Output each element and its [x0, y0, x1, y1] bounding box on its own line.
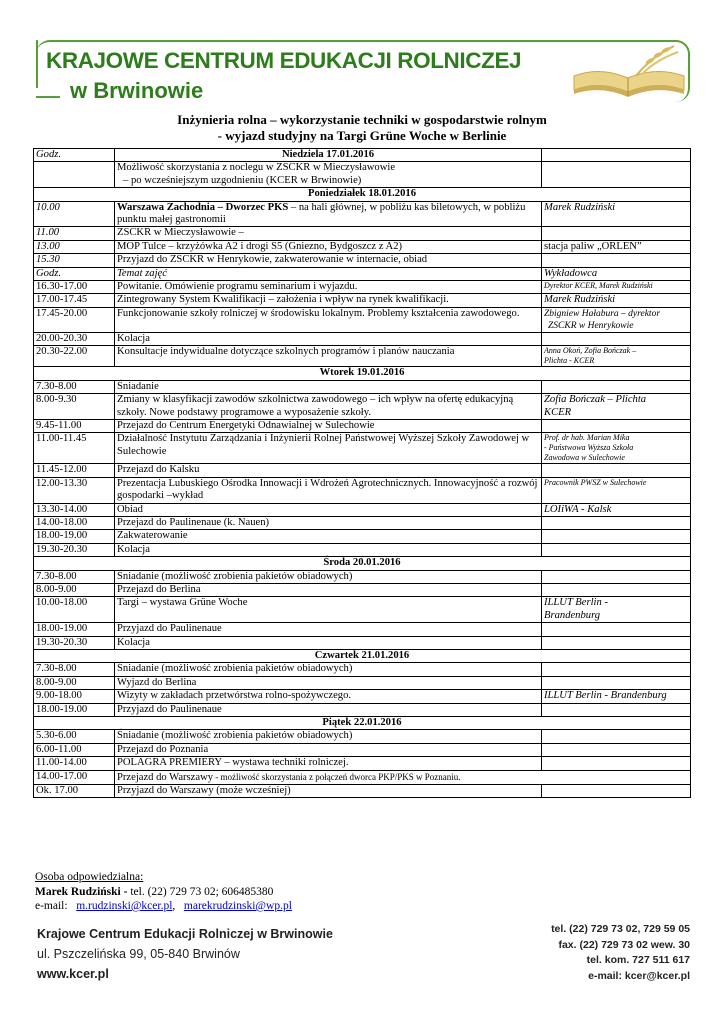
description-cell: Śniadanie (możliwość zrobienia pakietów obiadowych) [115, 663, 542, 676]
time-cell: 11.00 [34, 227, 115, 240]
person-cell [542, 162, 691, 188]
table-row [34, 557, 691, 570]
table-row [34, 503, 691, 516]
person-cell [542, 676, 691, 689]
table-row [34, 623, 691, 636]
open-book-logo-icon [566, 40, 692, 102]
time-cell: 16.30-17.00 [34, 281, 115, 294]
person-cell [542, 332, 691, 345]
person-cell [542, 346, 691, 367]
time-cell: 20.30-22.00 [34, 346, 115, 367]
time-cell: 17.45-20.00 [34, 307, 115, 332]
person-cell: Marek Rudziński [542, 201, 691, 227]
person-cell [542, 149, 691, 162]
table-row [34, 281, 691, 294]
person-cell [542, 254, 691, 267]
header-frame-left [36, 40, 38, 88]
description-line: – po wcześniejszym uzgodnieniu (KCER w Brwinowie) [123, 174, 362, 186]
table-row [34, 149, 691, 162]
table-row [34, 307, 691, 332]
person-cell: LOIiWA - Kalsk [542, 503, 691, 516]
time-cell: 19.30-20.30 [34, 636, 115, 649]
table-row [34, 785, 691, 798]
table-row [34, 367, 691, 380]
time-cell: 14.00-17.00 [34, 770, 115, 784]
table-row [34, 690, 691, 703]
table-row [34, 703, 691, 716]
table-row [34, 294, 691, 307]
table-row [34, 332, 691, 345]
time-cell: 20.00-20.30 [34, 332, 115, 345]
person-line: ILLUT Berlin - [544, 597, 608, 609]
time-cell: 9.45-11.00 [34, 419, 115, 432]
table-row [34, 433, 691, 464]
table-row [34, 227, 691, 240]
time-cell: 17.00-17.45 [34, 294, 115, 307]
table-row [34, 188, 691, 201]
table-row [34, 636, 691, 649]
contact-label: Osoba odpowiedzialna: [35, 871, 144, 883]
description-cell: Konsultacje indywidualne dotyczące szkolnych programów i planów nauczania [115, 346, 542, 367]
person-line: KCER [544, 406, 572, 418]
person-cell [542, 583, 691, 596]
table-row [34, 240, 691, 253]
description-cell: Kolacja [115, 543, 542, 556]
time-cell: 7.30-8.00 [34, 663, 115, 676]
time-cell [34, 162, 115, 188]
person-cell [542, 394, 691, 420]
time-cell: Godz. [34, 149, 115, 162]
description-note: - możliwość skorzystania z połączeń dworca PKP/PKS w Poznaniu. [213, 771, 461, 782]
time-cell: 18.00-19.00 [34, 703, 115, 716]
footer-mobile: tel. kom. 727 511 617 [586, 954, 690, 966]
description-cell: Zintegrowany System Kwalifikacji – założenia i wpływ na rynek kwalifikacji. [115, 294, 542, 307]
table-row [34, 757, 691, 770]
description-cell: Przejazd do Centrum Energetyki Odnawialnej w Sulechowie [115, 419, 542, 432]
description-cell: Wyjazd do Berlina [115, 676, 542, 689]
time-cell: 8.00-9.00 [34, 676, 115, 689]
person-line: Zbigniew Hałabura – dyrektor [544, 308, 661, 319]
description-cell: Śniadanie [115, 380, 542, 393]
table-row [34, 543, 691, 556]
document-title-line2: - wyjazd studyjny na Targi Grüne Woche w Berlinie [217, 128, 507, 143]
description-cell: Kolacja [115, 636, 542, 649]
description-cell: Zakwaterowanie [115, 530, 542, 543]
time-cell: 9.00-18.00 [34, 690, 115, 703]
contact-emails [35, 899, 292, 914]
table-row [34, 530, 691, 543]
person-cell: ILLUT Berlin - Brandenburg [542, 690, 691, 703]
schedule-table [33, 148, 691, 798]
person-cell [542, 757, 691, 770]
email-link-1[interactable]: m.rudzinski@kcer.pl [76, 900, 173, 912]
email-label: e-mail: [35, 900, 68, 912]
table-row [34, 201, 691, 227]
description-cell: Przyjazd do Paulinenaue [115, 623, 542, 636]
person-line: - Państwowa Wyższa Szkoła [544, 443, 634, 453]
contact-person [35, 885, 292, 900]
description-cell: Działalność Instytutu Zarządzania i Inżynierii Rolnej Państwowej Wyższej Szkoły Zawodowej w Sulechowie [115, 433, 542, 464]
description-cell: Przyjazd do ZSCKR w Henrykowie, zakwaterowanie w internacie, obiad [115, 254, 542, 267]
person-cell [542, 623, 691, 636]
table-row [34, 162, 691, 188]
day-header: Wtorek 19.01.2016 [34, 367, 691, 380]
time-cell: 11.00-11.45 [34, 433, 115, 464]
table-row [34, 346, 691, 367]
contact-phone: tel. (22) 729 73 02; 606485380 [127, 885, 274, 898]
footer-org: Krajowe Centrum Edukacji Rolniczej w Brwinowie [37, 927, 333, 941]
time-cell: 11.00-14.00 [34, 757, 115, 770]
person-cell [542, 743, 691, 756]
person-cell: stacja paliw „ORLEN” [542, 240, 691, 253]
person-cell [542, 516, 691, 529]
time-cell: 10.00 [34, 201, 115, 227]
person-cell [542, 307, 691, 332]
document-title-line1: Inżynieria rolna – wykorzystanie techniki w gospodarstwie rolnym [177, 112, 547, 127]
header-title: KRAJOWE CENTRUM EDUKACJI ROLNICZEJ [46, 48, 522, 73]
person-line: Zawodowa w Sulechowie [544, 453, 625, 463]
description-cell: Śniadanie (możliwość zrobienia pakietów obiadowych) [115, 730, 542, 743]
description-cell: Przejazd do Poznania [115, 743, 542, 756]
person-cell [542, 464, 691, 477]
person-cell: Wykładowca [542, 267, 691, 280]
person-line: Prof. dr hab. Marian Mika [544, 433, 630, 443]
day-header: Niedziela 17.01.2016 [115, 149, 542, 162]
email-separator: , [172, 900, 176, 912]
description-cell: ZSCKR w Mieczysławowie – [115, 227, 542, 240]
description-cell: Prezentacja Lubuskiego Ośrodka Innowacji i Wdrożeń Agrotechnicznych. Innowacyjność a rozwój gospodarki –wykład [115, 477, 542, 503]
contact-block [35, 870, 292, 914]
time-cell: 13.00 [34, 240, 115, 253]
time-cell: 7.30-8.00 [34, 380, 115, 393]
person-cell [542, 433, 691, 464]
description-cell: Temat zajęć [115, 267, 542, 280]
description-cell: Funkcjonowanie szkoły rolniczej w środowisku lokalnym. Problemy kształcenia zawodowego. [115, 307, 542, 332]
person-cell [542, 730, 691, 743]
person-cell: Dyrektor KCER, Marek Rudziński [542, 281, 691, 294]
person-cell [542, 570, 691, 583]
time-cell: 13.30-14.00 [34, 503, 115, 516]
time-cell: 6.00-11.00 [34, 743, 115, 756]
time-cell: Godz. [34, 267, 115, 280]
person-cell [542, 530, 691, 543]
table-row [34, 583, 691, 596]
description-cell: Przejazd do Kalsku [115, 464, 542, 477]
time-cell: 18.00-19.00 [34, 623, 115, 636]
location-name: Warszawa Zachodnia – Dworzec PKS [117, 201, 289, 213]
time-cell: 19.30-20.30 [34, 543, 115, 556]
person-line: Anna Okoń, Zofia Bończak – [544, 346, 637, 356]
time-cell: 18.00-19.00 [34, 530, 115, 543]
footer-web-link[interactable]: www.kcer.pl [37, 967, 109, 981]
person-cell: Marek Rudziński [542, 294, 691, 307]
person-cell [542, 703, 691, 716]
table-row [34, 394, 691, 420]
table-row [34, 380, 691, 393]
footer-left [37, 924, 333, 984]
table-row [34, 676, 691, 689]
table-row [34, 516, 691, 529]
description-cell: Powitanie. Omówienie programu seminarium i wyjazdu. [115, 281, 542, 294]
person-cell [542, 419, 691, 432]
email-link-2[interactable]: marekrudzinski@wp.pl [183, 900, 292, 912]
person-cell [542, 597, 691, 623]
time-cell: 14.00-18.00 [34, 516, 115, 529]
time-cell: 15.30 [34, 254, 115, 267]
day-header: Czwartek 21.01.2016 [34, 650, 691, 663]
table-row [34, 663, 691, 676]
contact-name: Marek Rudziński - [35, 885, 128, 898]
footer-tel: tel. (22) 729 73 02, 729 59 05 [551, 923, 690, 935]
header-subtitle-underline [36, 96, 60, 98]
table-row [34, 254, 691, 267]
time-cell: 11.45-12.00 [34, 464, 115, 477]
description-cell: Targi – wystawa Grüne Woche [115, 597, 542, 623]
time-cell: 7.30-8.00 [34, 570, 115, 583]
description-cell: Zmiany w klasyfikacji zawodów szkolnictwa zawodowego – ich wpływ na ofertę edukacyjną szkoły. Nowe podstawy programowe a wyposażenie szkoły. [115, 394, 542, 420]
day-header: Piątek 22.01.2016 [34, 717, 691, 730]
description-cell: MOP Tulce – krzyżówka A2 i drogi S5 (Gniezno, Bydgoszcz z A2) [115, 240, 542, 253]
person-cell [542, 663, 691, 676]
footer-address: ul. Pszczelińska 99, 05-840 Brwinów [37, 947, 240, 961]
table-row [34, 570, 691, 583]
table-row [34, 650, 691, 663]
table-row [34, 464, 691, 477]
description-cell: Wizyty w zakładach przetwórstwa rolno-spożywczego. [115, 690, 542, 703]
day-header: Środa 20.01.2016 [34, 557, 691, 570]
table-row [34, 717, 691, 730]
table-row [34, 419, 691, 432]
table-row [34, 770, 691, 784]
description-cell: Obiad [115, 503, 542, 516]
description-cell: Śniadanie (możliwość zrobienia pakietów obiadowych) [115, 570, 542, 583]
description-cell [115, 770, 691, 784]
footer-fax: fax. (22) 729 73 02 wew. 30 [558, 938, 690, 951]
description-cell [115, 162, 542, 188]
person-line: Zofia Bończak – Plichta [544, 394, 647, 406]
person-cell [542, 785, 691, 798]
footer-right [551, 922, 690, 984]
description-cell: Przyjazd do Warszawy (może wcześniej) [115, 785, 542, 798]
description-cell: Przyjazd do Paulinenaue [115, 703, 542, 716]
description-cell: Kolacja [115, 332, 542, 345]
description-cell: POLAGRA PREMIERY – wystawa techniki rolniczej. [115, 757, 542, 770]
time-cell: 8.00-9.30 [34, 394, 115, 420]
table-row [34, 267, 691, 280]
time-cell: 12.00-13.30 [34, 477, 115, 503]
time-cell: 10.00-18.00 [34, 597, 115, 623]
description-cell: Przejazd do Paulinenaue (k. Nauen) [115, 516, 542, 529]
day-header: Poniedziałek 18.01.2016 [34, 188, 691, 201]
person-cell [542, 636, 691, 649]
table-row [34, 477, 691, 503]
person-cell: Pracownik PWSZ w Sulechowie [542, 477, 691, 503]
person-line: ZSCKR w Henrykowie [548, 320, 634, 331]
time-cell: 8.00-9.00 [34, 583, 115, 596]
person-cell [542, 543, 691, 556]
time-cell: 5.30-6.00 [34, 730, 115, 743]
time-cell: Ok. 17.00 [34, 785, 115, 798]
person-cell [542, 227, 691, 240]
table-row [34, 730, 691, 743]
description-cell [115, 201, 542, 227]
person-line: Brandenburg [544, 609, 601, 621]
person-cell [542, 380, 691, 393]
table-row [34, 743, 691, 756]
footer-email: e-mail: kcer@kcer.pl [588, 969, 690, 982]
header-subtitle: w Brwinowie [70, 78, 204, 103]
description-text: – na hali głównej, w pobliżu kas biletowych, w pobliżu punktu małej gastronomii [117, 201, 526, 226]
table-row [34, 597, 691, 623]
description-cell: Przejazd do Berlina [115, 583, 542, 596]
description-line: Możliwość skorzystania z noclegu w ZSCKR w Mieczysławowie [117, 162, 396, 174]
person-line: Plichta - KCER [544, 356, 595, 366]
description-text: Przejazd do Warszawy [117, 771, 214, 783]
